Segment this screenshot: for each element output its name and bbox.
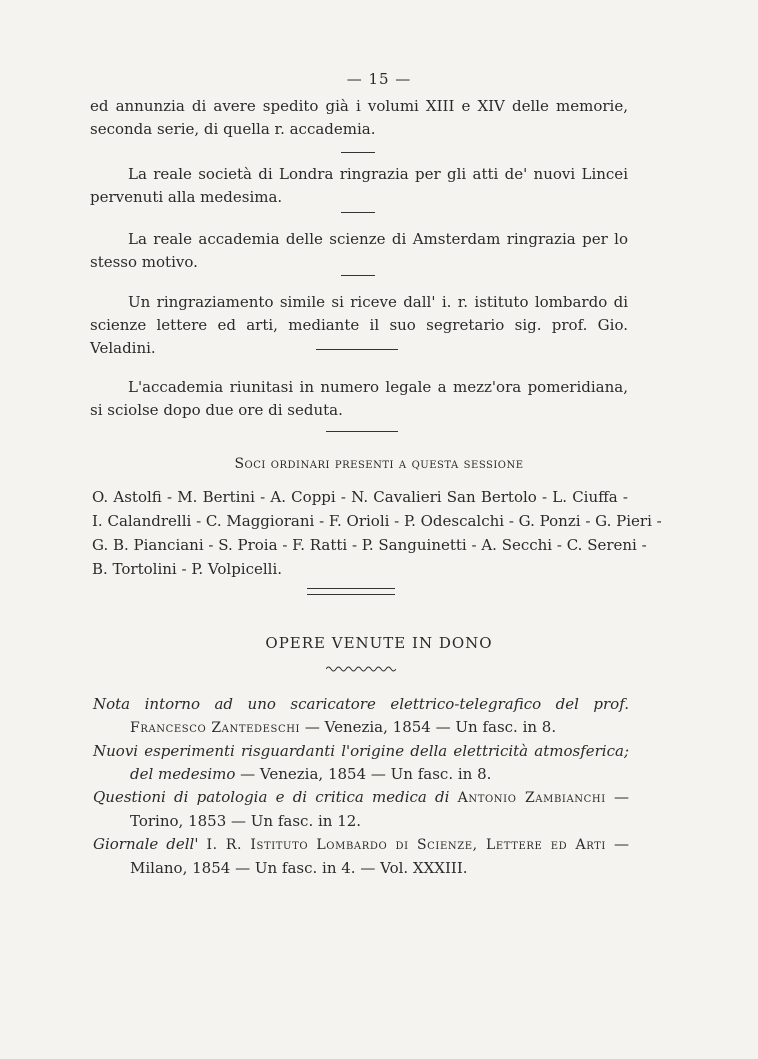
reference-entry <box>93 740 629 786</box>
reference-details: — Venezia, 1854 — Un fasc. in 8. <box>235 765 492 783</box>
members-list <box>92 485 662 581</box>
paragraph-2-text: La reale società di Londra ringrazia per gli atti de' nuovi Lincei pervenuti alla medesima. <box>90 165 628 206</box>
paragraph-5-text: L'accademia riunitasi in numero legale a mezz'ora pomeridiana, si sciolse dopo due ore di seduta. <box>90 378 628 419</box>
section-title: OPERE VENUTE IN DONO <box>265 634 493 652</box>
reference-title: Giornale dell' <box>93 835 199 853</box>
reference-entry <box>93 833 629 880</box>
reference-details: — Venezia, 1854 — Un fasc. in 8. <box>300 718 557 736</box>
reference-author: I. R. Istituto Lombardo di Scienze, Lettere ed Arti <box>206 837 606 853</box>
reference-author: Antonio Zambianchi <box>457 790 606 806</box>
members-line: O. Astolfi - M. Bertini - A. Coppi - N. Cavalieri San Bertolo - L. Ciuffa - <box>92 488 628 506</box>
reference-entry <box>93 786 629 833</box>
short-rule <box>341 152 375 153</box>
paragraph-4-text: Un ringraziamento simile si riceve dall' i. r. istituto lombardo di scienze lettere ed arti, mediante il suo segretario sig. prof. Gio. Veladini. <box>90 293 628 357</box>
paragraph-5 <box>90 376 628 422</box>
reference-title: Nuovi esperimenti risguardanti l'origine della elettricità atmosferica; del medesimo <box>93 742 629 783</box>
gift-list <box>93 693 629 880</box>
reference-title: Questioni di patologia e di critica medica di <box>93 788 450 806</box>
section-rule <box>316 349 398 350</box>
wavy-ornament <box>326 664 396 674</box>
reference-entry <box>93 693 629 740</box>
members-heading <box>0 456 758 472</box>
reference-title: Nota intorno ad uno scaricatore elettrico-telegrafico del prof. <box>93 695 629 713</box>
short-rule <box>341 275 375 276</box>
reference-details: — Torino, 1853 — Un fasc. in 12. <box>130 788 629 830</box>
paragraph-3 <box>90 228 628 274</box>
reference-author: Francesco Zantedeschi <box>130 720 301 736</box>
double-rule <box>307 588 395 595</box>
page-number: — 15 — <box>346 70 412 88</box>
short-rule <box>341 212 375 213</box>
paragraph-1-text: ed annunzia di avere spedito già i volumi XIII e XIV delle memorie, seconda serie, di quella r. accademia. <box>90 97 628 138</box>
members-heading-text: Soci ordinari presenti a questa sessione <box>234 456 524 472</box>
members-line: B. Tortolini - P. Volpicelli. <box>92 560 283 578</box>
paragraph-1 <box>90 95 628 141</box>
paragraph-3-text: La reale accademia delle scienze di Amsterdam ringrazia per lo stesso motivo. <box>90 230 628 271</box>
members-line: I. Calandrelli - C. Maggiorani - F. Orioli - P. Odescalchi - G. Ponzi - G. Pieri - <box>92 512 662 530</box>
section-rule <box>326 431 398 432</box>
members-line: G. B. Pianciani - S. Proia - F. Ratti - P. Sanguinetti - A. Secchi - C. Sereni - <box>92 536 647 554</box>
paragraph-2 <box>90 163 628 209</box>
reference-details: — Milano, 1854 — Un fasc. in 4. — Vol. XXXIII. <box>130 835 629 877</box>
